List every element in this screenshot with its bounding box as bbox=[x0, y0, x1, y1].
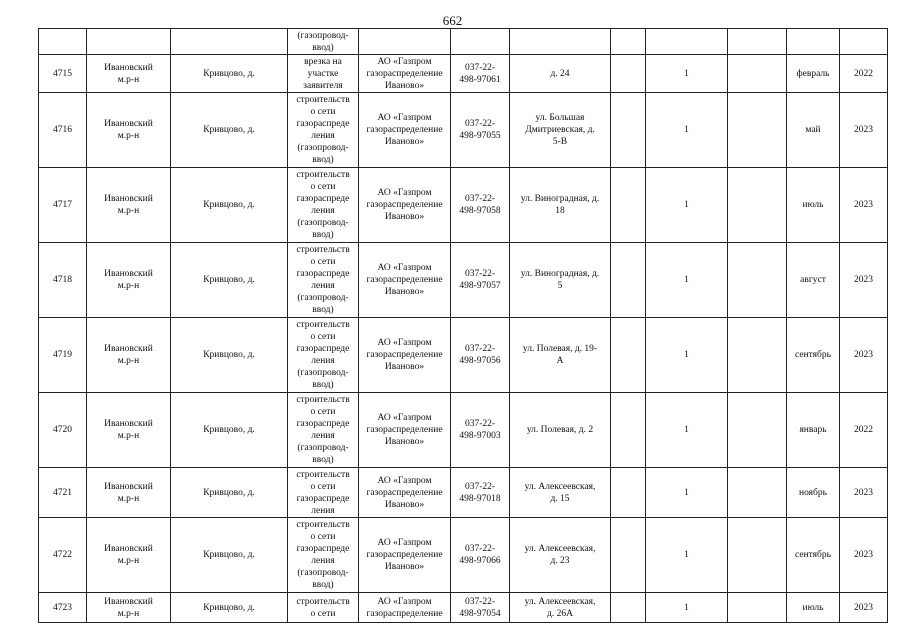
settlement-cell: Кривцово, д. bbox=[171, 518, 288, 593]
code-cell: 037-22- 498-97057 bbox=[451, 243, 510, 318]
year-cell: 2023 bbox=[840, 243, 888, 318]
works-cell: строительств о сети газораспреде ления (газопровод- ввод) bbox=[288, 93, 359, 168]
month-cell: ноябрь bbox=[787, 468, 840, 518]
district-cell: Ивановский м.р-н bbox=[87, 243, 171, 318]
organization-cell: АО «Газпром газораспределение Иваново» bbox=[359, 518, 451, 593]
code-cell: 037-22- 498-97003 bbox=[451, 393, 510, 468]
quantity-cell: 1 bbox=[646, 318, 728, 393]
works-cell: строительств о сети газораспреде ления (газопровод- ввод) bbox=[288, 318, 359, 393]
empty-cell bbox=[611, 55, 646, 93]
empty-cell bbox=[611, 318, 646, 393]
code-cell: 037-22- 498-97054 bbox=[451, 593, 510, 623]
organization-cell: АО «Газпром газораспределение Иваново» bbox=[359, 318, 451, 393]
year-cell: 2022 bbox=[840, 393, 888, 468]
settlement-cell: Кривцово, д. bbox=[171, 243, 288, 318]
district-cell: Ивановский м.р-н bbox=[87, 518, 171, 593]
address-cell: ул. Алексеевская, д. 26А bbox=[510, 593, 611, 623]
empty-cell bbox=[728, 593, 787, 623]
quantity-cell: 1 bbox=[646, 243, 728, 318]
district-cell: Ивановский м.р-н bbox=[87, 318, 171, 393]
month-cell: сентябрь bbox=[787, 518, 840, 593]
empty-cell bbox=[611, 393, 646, 468]
month-cell: сентябрь bbox=[787, 318, 840, 393]
settlement-cell: Кривцово, д. bbox=[171, 55, 288, 93]
address-cell: ул. Виноградная, д. 5 bbox=[510, 243, 611, 318]
table-row bbox=[39, 55, 888, 93]
empty-cell bbox=[728, 318, 787, 393]
empty-cell bbox=[611, 518, 646, 593]
district-cell: Ивановский м.р-н bbox=[87, 593, 171, 623]
district-cell: Ивановский м.р-н bbox=[87, 393, 171, 468]
empty-cell bbox=[728, 168, 787, 243]
table-row bbox=[39, 168, 888, 243]
code-cell: 037-22- 498-97056 bbox=[451, 318, 510, 393]
settlement-cell: Кривцово, д. bbox=[171, 393, 288, 468]
number-cell: 4720 bbox=[39, 393, 87, 468]
address-cell: ул. Виноградная, д. 18 bbox=[510, 168, 611, 243]
year-cell: 2023 bbox=[840, 318, 888, 393]
year-cell: 2023 bbox=[840, 518, 888, 593]
empty-cell bbox=[728, 55, 787, 93]
empty-cell bbox=[728, 518, 787, 593]
code-cell: 037-22- 498-97055 bbox=[451, 93, 510, 168]
quantity-cell: 1 bbox=[646, 593, 728, 623]
district-cell: Ивановский м.р-н bbox=[87, 55, 171, 93]
table-row bbox=[39, 593, 888, 623]
district-cell: Ивановский м.р-н bbox=[87, 93, 171, 168]
organization-cell: АО «Газпром газораспределение Иваново» bbox=[359, 243, 451, 318]
empty-cell bbox=[611, 593, 646, 623]
code-cell: 037-22- 498-97018 bbox=[451, 468, 510, 518]
number-cell: 4715 bbox=[39, 55, 87, 93]
month-cell: июль bbox=[787, 168, 840, 243]
settlement-cell: Кривцово, д. bbox=[171, 168, 288, 243]
number-cell: 4716 bbox=[39, 93, 87, 168]
works-cell: строительств о сети газораспреде ления (газопровод- ввод) bbox=[288, 393, 359, 468]
organization-cell: АО «Газпром газораспределение bbox=[359, 593, 451, 623]
month-cell: февраль bbox=[787, 55, 840, 93]
address-cell: д. 24 bbox=[510, 55, 611, 93]
quantity-cell: 1 bbox=[646, 55, 728, 93]
address-cell: ул. Полевая, д. 2 bbox=[510, 393, 611, 468]
number-cell: 4719 bbox=[39, 318, 87, 393]
empty-cell bbox=[728, 243, 787, 318]
organization-cell: АО «Газпром газораспределение Иваново» bbox=[359, 168, 451, 243]
district-cell: Ивановский м.р-н bbox=[87, 168, 171, 243]
register-table bbox=[38, 28, 888, 623]
works-cell: строительств о сети газораспреде ления bbox=[288, 468, 359, 518]
page-number: 662 bbox=[442, 13, 463, 28]
works-cell: строительств о сети bbox=[288, 593, 359, 623]
organization-cell: АО «Газпром газораспределение Иваново» bbox=[359, 55, 451, 93]
settlement-cell: Кривцово, д. bbox=[171, 93, 288, 168]
address-cell: ул. Алексеевская, д. 15 bbox=[510, 468, 611, 518]
works-cell: строительств о сети газораспреде ления (газопровод- ввод) bbox=[288, 168, 359, 243]
year-cell: 2022 bbox=[840, 55, 888, 93]
quantity-cell: 1 bbox=[646, 393, 728, 468]
table-row bbox=[39, 518, 888, 593]
district-cell: Ивановский м.р-н bbox=[87, 468, 171, 518]
code-cell: 037-22- 498-97058 bbox=[451, 168, 510, 243]
table-row bbox=[39, 318, 888, 393]
empty-cell bbox=[728, 93, 787, 168]
number-cell: 4721 bbox=[39, 468, 87, 518]
month-cell: январь bbox=[787, 393, 840, 468]
empty-cell bbox=[611, 93, 646, 168]
number-cell: 4722 bbox=[39, 518, 87, 593]
settlement-cell: Кривцово, д. bbox=[171, 593, 288, 623]
table-row bbox=[39, 93, 888, 168]
empty-cell bbox=[728, 468, 787, 518]
address-cell: ул. Полевая, д. 19- А bbox=[510, 318, 611, 393]
table-row-partial bbox=[39, 29, 888, 55]
works-cell: строительств о сети газораспреде ления (газопровод- ввод) bbox=[288, 518, 359, 593]
quantity-cell: 1 bbox=[646, 93, 728, 168]
organization-cell: АО «Газпром газораспределение Иваново» bbox=[359, 468, 451, 518]
number-cell: 4718 bbox=[39, 243, 87, 318]
address-cell: ул. Большая Дмитриевская, д. 5-В bbox=[510, 93, 611, 168]
empty-cell bbox=[611, 168, 646, 243]
code-cell: 037-22- 498-97066 bbox=[451, 518, 510, 593]
works-cell: строительств о сети газораспреде ления (газопровод- ввод) bbox=[288, 243, 359, 318]
month-cell: август bbox=[787, 243, 840, 318]
organization-cell: АО «Газпром газораспределение Иваново» bbox=[359, 393, 451, 468]
quantity-cell: 1 bbox=[646, 168, 728, 243]
organization-cell: АО «Газпром газораспределение Иваново» bbox=[359, 93, 451, 168]
empty-cell bbox=[611, 243, 646, 318]
code-cell: 037-22- 498-97061 bbox=[451, 55, 510, 93]
year-cell: 2023 bbox=[840, 168, 888, 243]
address-cell: ул. Алексеевская, д. 23 bbox=[510, 518, 611, 593]
year-cell: 2023 bbox=[840, 93, 888, 168]
number-cell: 4723 bbox=[39, 593, 87, 623]
table-row bbox=[39, 468, 888, 518]
settlement-cell: Кривцово, д. bbox=[171, 468, 288, 518]
empty-cell bbox=[728, 393, 787, 468]
quantity-cell: 1 bbox=[646, 468, 728, 518]
table-row bbox=[39, 243, 888, 318]
month-cell: июль bbox=[787, 593, 840, 623]
table-row bbox=[39, 393, 888, 468]
month-cell: май bbox=[787, 93, 840, 168]
year-cell: 2023 bbox=[840, 468, 888, 518]
table-body bbox=[39, 29, 888, 623]
year-cell: 2023 bbox=[840, 593, 888, 623]
number-cell: 4717 bbox=[39, 168, 87, 243]
settlement-cell: Кривцово, д. bbox=[171, 318, 288, 393]
empty-cell bbox=[611, 468, 646, 518]
works-cell: врезка на участке заявителя bbox=[288, 55, 359, 93]
works-cell: (газопровод- ввод) bbox=[288, 29, 359, 55]
quantity-cell: 1 bbox=[646, 518, 728, 593]
